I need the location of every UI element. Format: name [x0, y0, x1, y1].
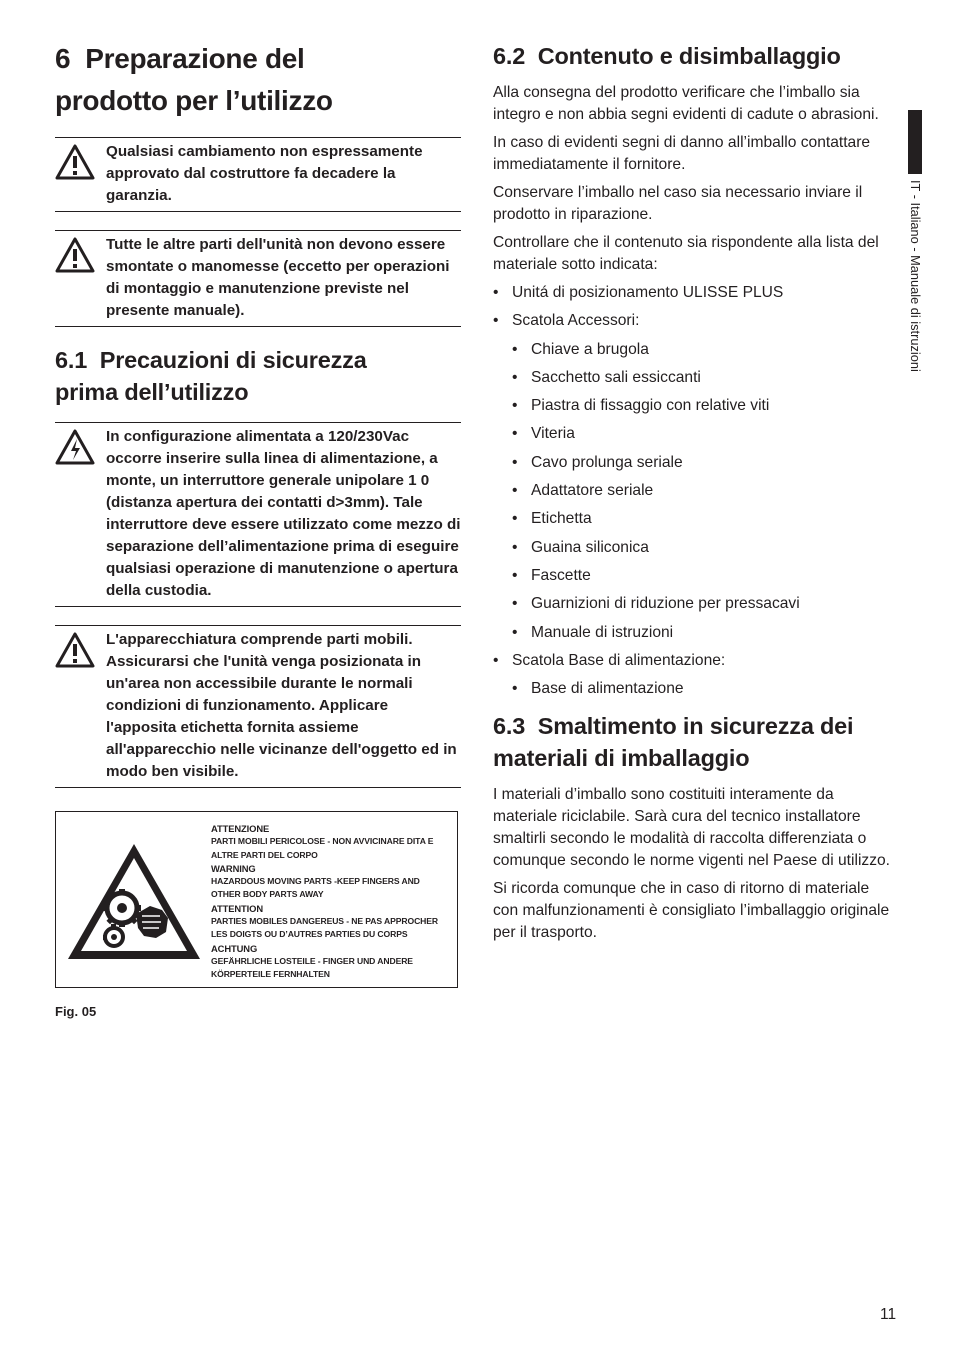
bullet-icon: • [493, 651, 499, 669]
list-item [493, 310, 893, 332]
paragraph: In caso di evidenti segni di danno all’imballo contattare immediatamente il fornitore. [493, 134, 871, 173]
list-item [493, 622, 893, 644]
list-item-text: Unitá di posizionamento ULISSE PLUS [512, 284, 784, 301]
bullet-icon: • [512, 510, 518, 528]
list-item [493, 423, 893, 445]
warning-box-electrical [55, 422, 461, 607]
label-heading-it: ATTENZIONE [211, 823, 270, 834]
label-text-it: PARTI MOBILI PERICOLOSE - NON AVVICINARE DITA E ALTRE PARTI DEL CORPO [211, 836, 434, 860]
section-6-3-title-line2: materiali di imballaggio [493, 745, 750, 772]
list-item-text: Etichetta [531, 510, 592, 528]
bullet-icon: • [512, 566, 518, 584]
list-item [493, 339, 893, 361]
list-item [493, 650, 893, 672]
section-6-2-body [493, 82, 893, 276]
section-6-1-title-line1: 6.1 Precauzioni di sicurezza [55, 347, 367, 373]
bullet-icon: • [493, 312, 499, 330]
list-item-text: Adattatore seriale [531, 482, 654, 500]
section-6-3-title [493, 710, 893, 774]
list-item-text: Manuale di istruzioni [531, 623, 674, 641]
label-heading-de: ACHTUNG [211, 942, 258, 954]
list-item [493, 480, 893, 502]
warning-triangle-icon [55, 629, 106, 673]
list-item-text: Guaina siliconica [531, 538, 649, 556]
warning-box-moving-parts [55, 625, 461, 788]
bullet-icon: • [512, 425, 518, 443]
list-item-text: Piastra di fissaggio con relative viti [531, 397, 770, 415]
list-item-text: Cavo prolunga seriale [531, 453, 683, 471]
label-heading-en: WARNING [211, 862, 256, 874]
figure-05-label-image [55, 811, 458, 988]
side-tab-label: IT - Italiano - Manuale di istruzioni [908, 180, 923, 372]
list-item [493, 452, 893, 474]
bullet-icon: • [493, 284, 499, 301]
bullet-icon: • [512, 453, 518, 471]
list-item [493, 565, 893, 587]
label-text-fr: PARTIES MOBILES DANGEREUS - NE PAS APPROCHER LES DOIGTS OU D’AUTRES PARTIES DU CORPS [211, 916, 439, 940]
list-item [493, 367, 893, 389]
contents-list [493, 282, 893, 700]
label-heading-fr: ATTENTION [211, 902, 264, 914]
bullet-icon: • [512, 397, 518, 415]
warning-box-disassembly [55, 230, 461, 327]
label-text-de: GEFÄHRLICHE LOSTEILE - FINGER UND ANDERE KÖRPERTEILE FERNHALTEN [211, 955, 413, 980]
paragraph: Si ricorda comunque che in caso di ritorno di materiale con malfunzionamenti è consigliato l’imballaggio originale per il trasporto. [493, 880, 890, 942]
section-6-1-title [55, 344, 461, 408]
section-6-1-title-line2: prima dell’utilizzo [55, 379, 249, 405]
list-item-text: Scatola Accessori: [512, 312, 640, 330]
list-item [493, 593, 893, 615]
warning-box-warranty [55, 137, 461, 212]
moving-parts-hazard-icon [64, 840, 204, 969]
section-6-2-title: 6.2 Contenuto e disimballaggio [493, 43, 841, 69]
paragraph: I materiali d’imballo sono costituiti interamente da materiale riciclabile. Sarà cura del tecnico installatore smaltirli secondo le modalità di raccolta differenziata o comunque secondo le norme vigenti nel Paese di utilizzo. [493, 786, 891, 870]
bullet-icon: • [512, 482, 518, 500]
paragraph: Controllare che il contenuto sia rispondente alla lista del materiale sotto indicata: [493, 234, 879, 273]
section-6-3-title-line1: 6.3 Smaltimento in sicurezza dei [493, 713, 854, 740]
bullet-icon: • [512, 368, 518, 386]
section-6-3-body [493, 784, 893, 944]
chapter-title [55, 38, 461, 122]
list-item-text: Chiave a brugola [531, 340, 649, 358]
warning-triangle-icon [55, 234, 106, 278]
chapter-title-line2: prodotto per l’utilizzo [55, 85, 333, 116]
list-item-text: Guarnizioni di riduzione per pressacavi [531, 595, 800, 613]
right-column [493, 40, 893, 944]
warning-text: L'apparecchiatura comprende parti mobili. Assicurarsi che l'unità venga posizionata in un'area non accessibile durante le normali condizioni di funzionamento. Applicare l'apposita etichetta fornita assieme all'apparecchio nelle vicinanze dell'oggetto ed in modo ben visibile. [106, 631, 457, 780]
bullet-icon: • [512, 623, 518, 641]
list-item [493, 282, 893, 304]
list-item-text: Sacchetto sali essiccanti [531, 368, 701, 386]
list-item-text: Scatola Base di alimentazione: [512, 651, 726, 669]
electrical-hazard-icon [55, 426, 106, 470]
bullet-icon: • [512, 538, 518, 556]
list-item [493, 395, 893, 417]
bullet-icon: • [512, 340, 518, 358]
list-item [493, 537, 893, 559]
figure-05-label-text [211, 822, 447, 982]
warning-text: Tutte le altre parti dell'unità non devono essere smontate o manomesse (eccetto per operazioni di montaggio e manutenzione previste nel presente manuale). [106, 236, 450, 319]
list-item-text: Fascette [531, 566, 591, 584]
list-item [493, 508, 893, 530]
paragraph: Conservare l’imballo nel caso sia necessario inviare il prodotto in riparazione. [493, 184, 863, 223]
figure-caption: Fig. 05 [55, 1004, 97, 1019]
label-text-en: HAZARDOUS MOVING PARTS -KEEP FINGERS AND OTHER BODY PARTS AWAY [211, 876, 420, 900]
paragraph: Alla consegna del prodotto verificare che l’imballo sia integro e non abbia segni evidenti di cadute o abrasioni. [493, 84, 879, 123]
list-item [493, 678, 893, 700]
bullet-icon: • [512, 595, 518, 613]
list-item-text: Viteria [531, 425, 575, 443]
warning-text: In configurazione alimentata a 120/230Vac occorre inserire sulla linea di alimentazione, a monte, un interruttore generale unipolare 1 0 (distanza apertura dei contatti d>3mm). Tale interruttore deve essere utilizzato come mezzo di separazione dell’alimentazione prima di eseguire qualsiasi operazione di manutenzione o apertura della custodia. [106, 428, 461, 599]
warning-triangle-icon [55, 141, 106, 185]
chapter-title-line1: 6 Preparazione del [55, 43, 305, 74]
page-number: 11 [880, 1306, 897, 1323]
left-column [55, 38, 461, 1019]
warning-text: Qualsiasi cambiamento non espressamente approvato dal costruttore fa decadere la garanzia. [106, 143, 423, 204]
list-item-text: Base di alimentazione [531, 680, 684, 698]
bullet-icon: • [512, 680, 518, 698]
side-tab-marker [908, 110, 922, 174]
